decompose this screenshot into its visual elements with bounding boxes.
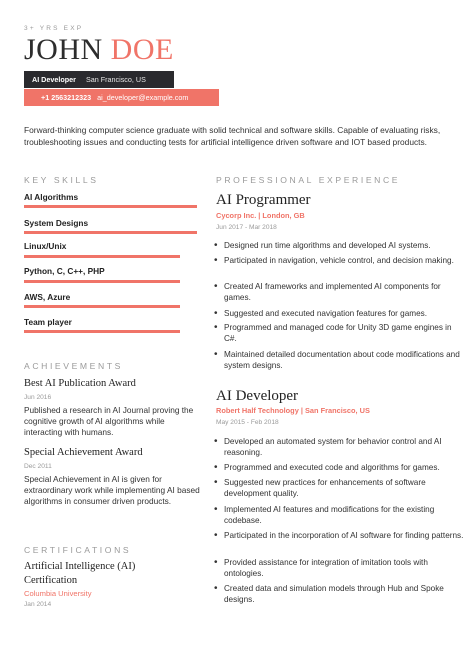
skill-label: AI Algorithms	[24, 192, 79, 202]
skill-bar	[24, 305, 180, 308]
skill-bar	[24, 205, 197, 208]
candidate-name	[24, 34, 174, 66]
job-bullet: • Created AI frameworks and implemented AI components for games.	[224, 281, 464, 303]
job-dates: May 2015 - Feb 2018	[216, 419, 279, 426]
summary: Forward-thinking computer science graduate with solid technical and software skills. Capable of evaluating risks, troubleshooting issues and conducting tests for artificial intelligence driven software and IOT based products.	[24, 125, 441, 147]
job-bullet: • Implemented AI features and modifications for the existing codebase.	[224, 504, 464, 526]
achievement-title: Special Achievement Award	[24, 447, 143, 458]
skill-label: Team player	[24, 317, 72, 327]
achievement-date: Dec 2011	[24, 463, 52, 470]
contact-bar	[24, 89, 219, 106]
job-bullet: • Programmed and managed code for Unity 3D game engines in C#.	[224, 322, 464, 344]
skill-label: Linux/Unix	[24, 241, 67, 251]
job-title: AI Developer	[216, 388, 299, 404]
job-bullet: • Participated in the incorporation of AI software for finding patterns.	[224, 530, 464, 541]
job-bullet: • Suggested and executed navigation features for games.	[224, 308, 464, 319]
job-bullet: • Developed an automated system for behavior control and AI reasoning.	[224, 436, 464, 458]
title-bar	[24, 71, 174, 88]
job-bullet: • Created data and simulation models through Hub and Spoke designs.	[224, 583, 464, 605]
certification-school: Columbia University	[24, 589, 92, 598]
achievement-date: Jun 2016	[24, 394, 52, 401]
job-title: AI Developer	[32, 75, 76, 84]
job-company: Robert Half Technology | San Francisco, US	[216, 406, 370, 415]
job-bullet: • Designed run time algorithms and developed AI systems.	[224, 240, 464, 251]
first-name: JOHN	[24, 33, 103, 66]
job-bullet: • Provided assistance for integration of imitation tools with ontologies.	[224, 557, 464, 579]
skill-label: AWS, Azure	[24, 292, 71, 302]
job-title: AI Programmer	[216, 192, 311, 208]
job-bullet: • Participated in navigation, vehicle control, and decision making.	[224, 255, 464, 266]
last-name: DOE	[110, 33, 174, 66]
job-bullet: • Programmed and executed code and algorithms for games.	[224, 462, 464, 473]
section-heading-skills: KEY SKILLS	[24, 175, 99, 185]
certification-date: Jan 2014	[24, 601, 52, 608]
skill-label: System Designs	[24, 218, 89, 228]
section-heading-achievements: ACHIEVEMENTS	[24, 361, 124, 371]
certification-title-line1: Artificial Intelligence (AI)	[24, 561, 136, 572]
section-heading-certifications: CERTIFICATIONS	[24, 545, 132, 555]
skill-bar	[24, 255, 180, 258]
skill-label: Python, C, C++, PHP	[24, 266, 105, 276]
phone-number[interactable]: +1 2563212323	[41, 93, 92, 102]
certification-title-line2: Certification	[24, 575, 78, 586]
experience-years: 3+ YRS EXP	[24, 25, 84, 32]
achievement-description: Published a research in AI Journal proving the cognitive growth of AI algorithms while interacting with humans.	[24, 405, 194, 437]
achievement-title: Best AI Publication Award	[24, 378, 136, 389]
section-heading-experience: PROFESSIONAL EXPERIENCE	[216, 175, 401, 185]
job-dates: Jun 2017 - Mar 2018	[216, 224, 277, 231]
email-link[interactable]: ai_developer@example.com	[97, 93, 189, 102]
skill-bar	[24, 280, 180, 283]
skill-bar	[24, 231, 197, 234]
achievement-description: Special Achievement in AI is given for extraordinary work while implementing AI based algorithms in consumer driven products.	[24, 474, 200, 506]
job-company: Cycorp Inc. | London, GB	[216, 211, 305, 220]
job-bullet: • Suggested new practices for enhancements of software development quality.	[224, 477, 464, 499]
location: San Francisco, US	[85, 75, 146, 84]
skill-bar	[24, 330, 180, 333]
job-bullet: • Maintained detailed documentation about code modifications and system designs.	[224, 349, 464, 371]
